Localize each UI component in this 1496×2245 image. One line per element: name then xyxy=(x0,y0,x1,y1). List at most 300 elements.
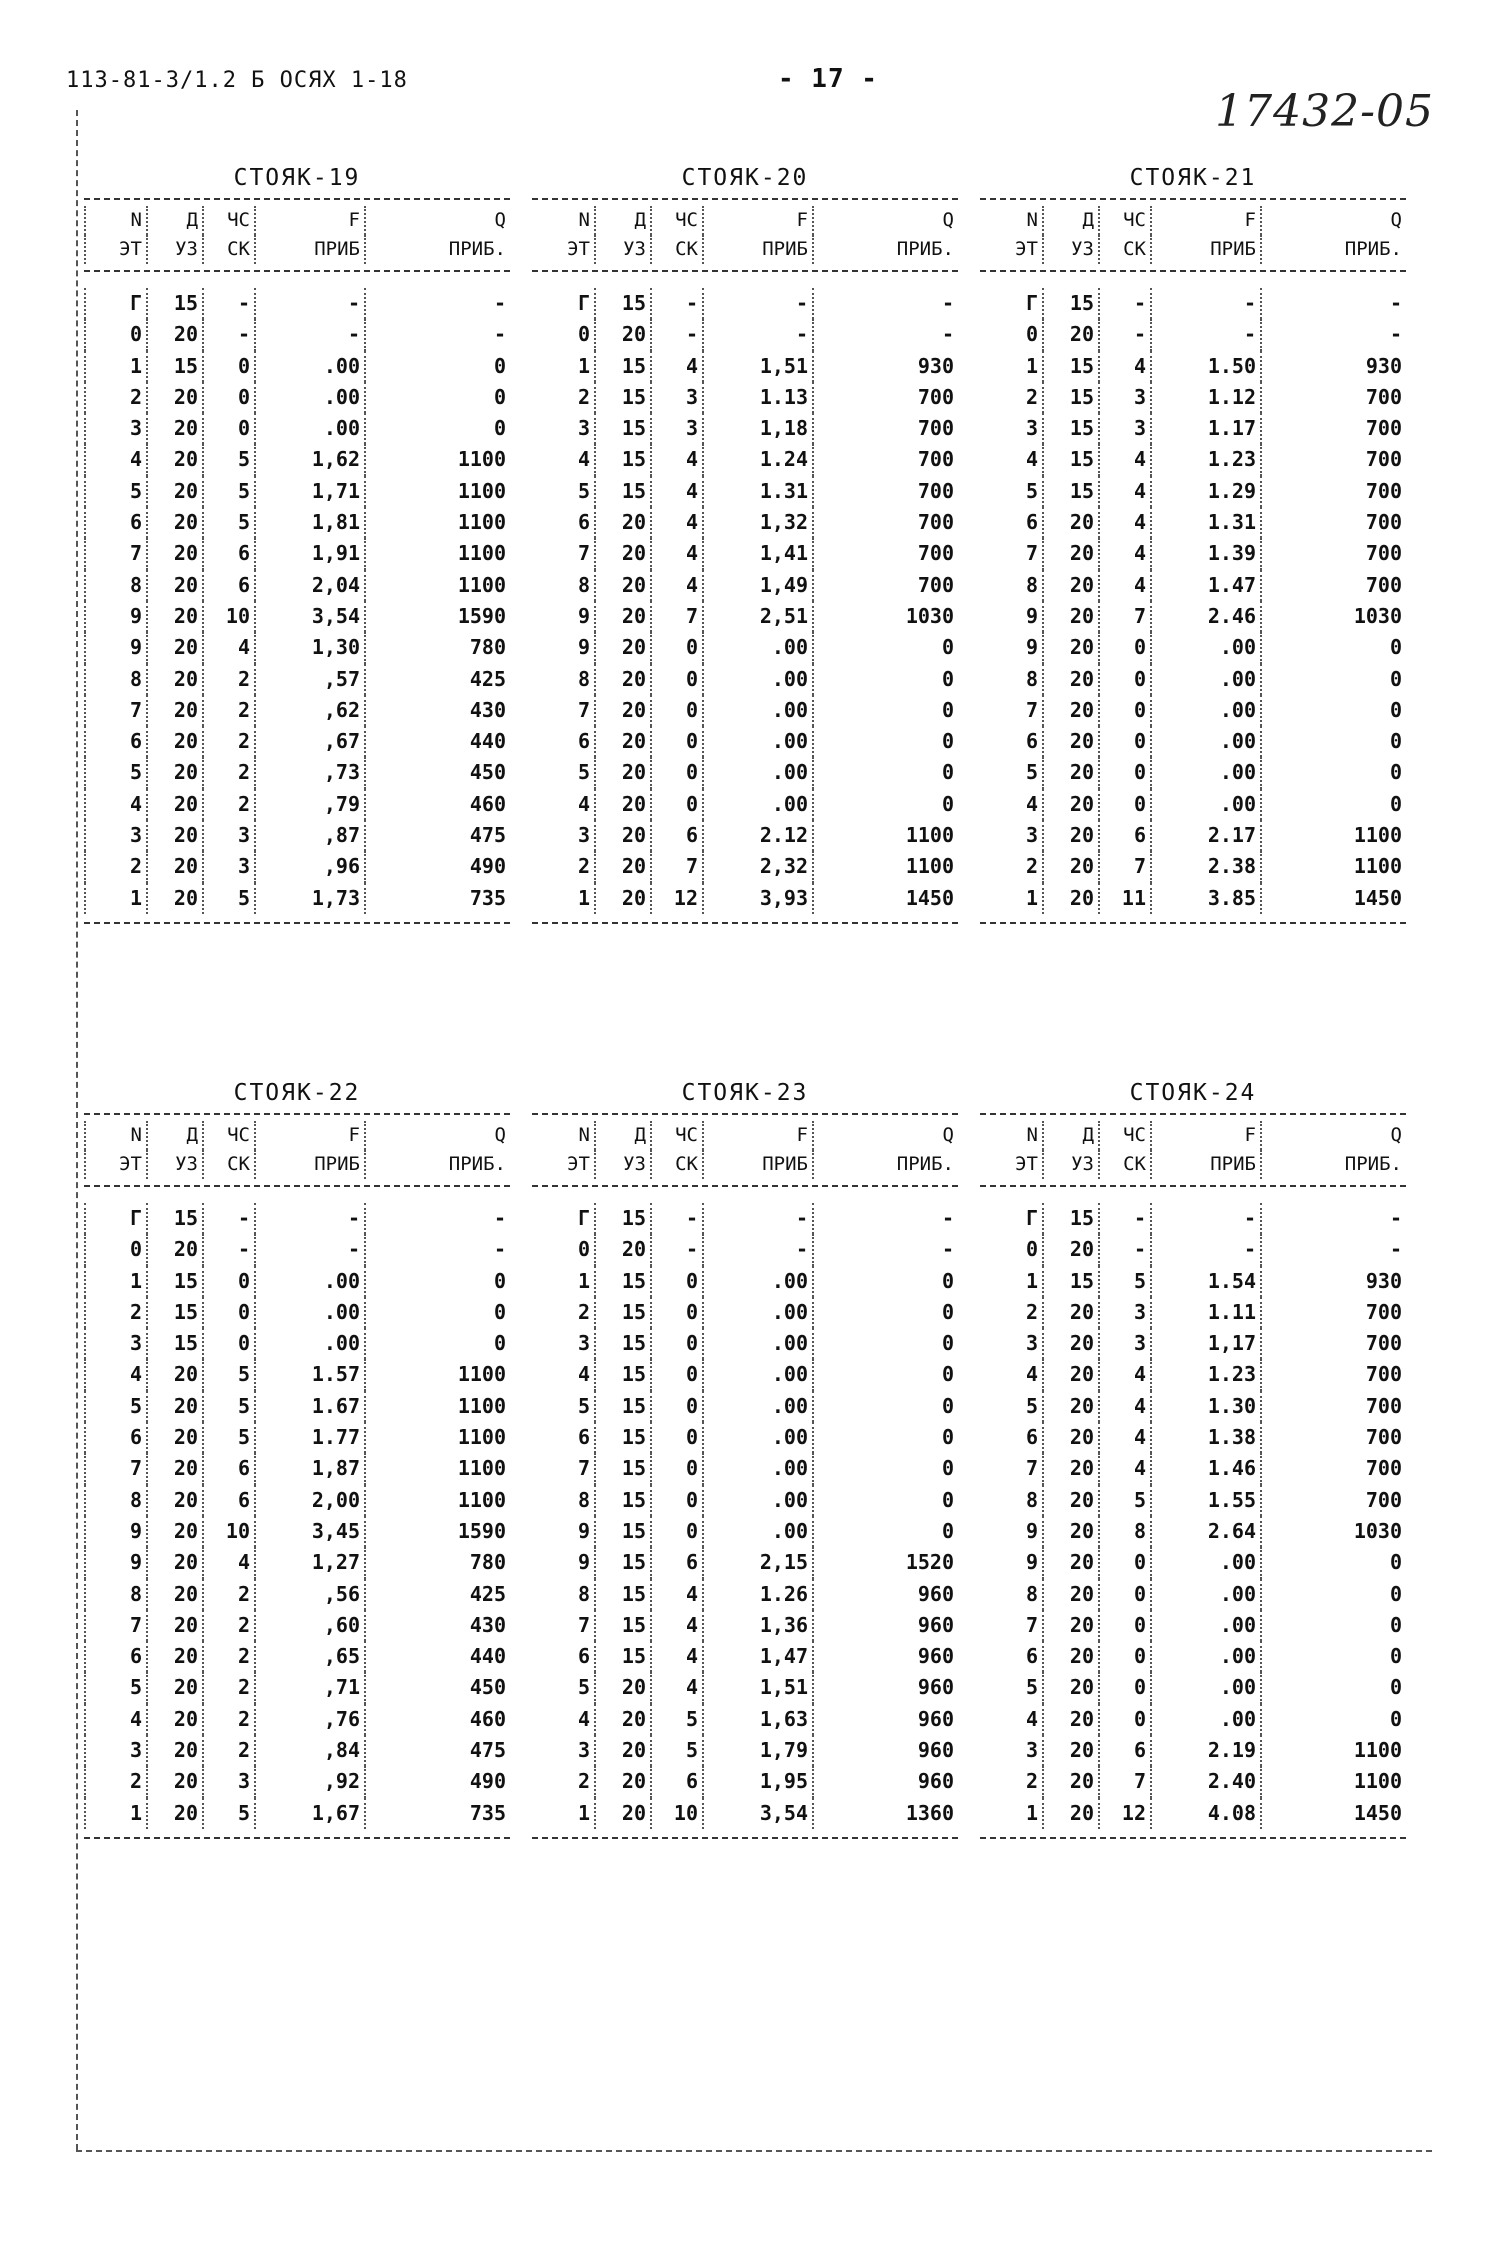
table-cell: 0 xyxy=(941,1331,954,1356)
table-cell: 1.11 xyxy=(1152,1297,1262,1328)
table-row xyxy=(980,1422,1406,1453)
table-cell: 0 xyxy=(1100,1672,1152,1703)
header-cell: ПРИБ xyxy=(1152,235,1262,264)
table-cell: 0 xyxy=(1389,666,1402,691)
table-cell: 1,36 xyxy=(704,1610,814,1641)
table-cell: 4 xyxy=(532,789,596,820)
table-cell: 0 xyxy=(941,1518,954,1543)
table-cell: 3 xyxy=(84,820,148,851)
table-cell: 20 xyxy=(1044,1453,1100,1484)
table-cell: 15 xyxy=(596,1359,652,1390)
table-cell: 20 xyxy=(596,757,652,788)
table-cell: .00 xyxy=(256,1266,366,1297)
table-row xyxy=(980,1391,1406,1422)
table-cell: 20 xyxy=(148,726,204,757)
table-row xyxy=(84,351,510,382)
table-cell: 0 xyxy=(652,1328,704,1359)
table-cell: .00 xyxy=(704,1359,814,1390)
table-cell: .00 xyxy=(704,1328,814,1359)
table-cell: 20 xyxy=(148,664,204,695)
table-cell: 15 xyxy=(596,1641,652,1672)
table-cell: 1,63 xyxy=(704,1704,814,1735)
table-row xyxy=(84,1453,510,1484)
table-cell: 10 xyxy=(204,1516,256,1547)
table-cell: 15 xyxy=(596,413,652,444)
dashed-rule xyxy=(980,1113,1406,1115)
table-cell: 3 xyxy=(1100,1297,1152,1328)
table-cell: 0 xyxy=(652,1485,704,1516)
table-cell: - xyxy=(941,322,954,347)
table-cell: 0 xyxy=(204,1328,256,1359)
table-cell: .00 xyxy=(704,1391,814,1422)
table-row xyxy=(980,820,1406,851)
table-cell: 0 xyxy=(1389,760,1402,785)
table-cell: 2.38 xyxy=(1152,851,1262,882)
table-cell: 2 xyxy=(204,757,256,788)
dashed-rule xyxy=(980,1837,1406,1839)
table-row xyxy=(532,507,958,538)
table-cell: Г xyxy=(532,1203,596,1234)
table-cell: 3 xyxy=(84,1735,148,1766)
table-cell: 3 xyxy=(532,820,596,851)
table-cell: 20 xyxy=(596,1735,652,1766)
table-cell: 1,87 xyxy=(256,1453,366,1484)
table-cell: .00 xyxy=(1152,1704,1262,1735)
table-cell: 7 xyxy=(84,1610,148,1641)
table-cell: 15 xyxy=(596,288,652,319)
table-row xyxy=(84,507,510,538)
table-cell: 15 xyxy=(596,444,652,475)
table-row xyxy=(980,695,1406,726)
table-row xyxy=(84,1735,510,1766)
table-row xyxy=(980,757,1406,788)
table-row xyxy=(980,476,1406,507)
table-cell: 10 xyxy=(204,601,256,632)
table-cell: 1.47 xyxy=(1152,570,1262,601)
table-cell: 1,95 xyxy=(704,1766,814,1797)
table-row xyxy=(532,1328,958,1359)
table-row xyxy=(980,1359,1406,1390)
table-cell: 15 xyxy=(596,1422,652,1453)
dashed-rule xyxy=(84,270,510,272)
table-cell: 20 xyxy=(596,1234,652,1265)
table-cell: 425 xyxy=(469,1581,506,1606)
table-cell: 2 xyxy=(204,726,256,757)
left-margin-rule xyxy=(76,110,78,2150)
table-cell: 440 xyxy=(469,729,506,754)
table-cell: 20 xyxy=(1044,695,1100,726)
header-cell: ЧС xyxy=(652,206,704,235)
dashed-rule xyxy=(84,1185,510,1187)
table-cell: - xyxy=(256,288,366,319)
table-cell: 1 xyxy=(84,1798,148,1829)
table-cell: 2.64 xyxy=(1152,1516,1262,1547)
header-row xyxy=(84,1150,510,1179)
table-cell: 2,04 xyxy=(256,570,366,601)
table-row xyxy=(532,1610,958,1641)
table-row xyxy=(84,1516,510,1547)
table-row xyxy=(532,1453,958,1484)
table-cell: 1 xyxy=(84,1266,148,1297)
table-cell: 1.55 xyxy=(1152,1485,1262,1516)
table-cell: 0 xyxy=(652,789,704,820)
table-cell: 4 xyxy=(1100,476,1152,507)
table-cell: 700 xyxy=(1365,1487,1402,1512)
table-cell: 3 xyxy=(1100,1328,1152,1359)
table-cell: 0 xyxy=(493,416,506,441)
table-cell: Г xyxy=(980,288,1044,319)
table-row xyxy=(84,1579,510,1610)
table-cell: 9 xyxy=(532,1516,596,1547)
table-cell: 1100 xyxy=(457,541,506,566)
table-cell: - xyxy=(493,1206,506,1230)
table-cell: 5 xyxy=(532,476,596,507)
table-cell: 20 xyxy=(1044,1297,1100,1328)
header-cell: ПРИБ. xyxy=(896,1153,954,1175)
table-group-1 xyxy=(84,160,1404,926)
table-cell: 1100 xyxy=(457,1425,506,1450)
table-cell: 0 xyxy=(941,1393,954,1418)
header-cell: СК xyxy=(652,235,704,264)
table-cell: 8 xyxy=(980,1579,1044,1610)
table-cell: 4 xyxy=(652,476,704,507)
table-cell: 0 xyxy=(204,413,256,444)
table-cell: 6 xyxy=(84,1422,148,1453)
table-cell: 4 xyxy=(652,444,704,475)
table-cell: ,79 xyxy=(256,789,366,820)
header-row xyxy=(980,1150,1406,1179)
table-cell: 20 xyxy=(596,1704,652,1735)
table-cell: .00 xyxy=(704,757,814,788)
table-cell: - xyxy=(941,1206,954,1230)
table-cell: 6 xyxy=(84,726,148,757)
table-cell: 700 xyxy=(1365,1393,1402,1418)
table-cell: 20 xyxy=(1044,1766,1100,1797)
table-cell: 7 xyxy=(84,695,148,726)
table-cell: 6 xyxy=(980,726,1044,757)
table-cell: 0 xyxy=(493,1299,506,1324)
table-row xyxy=(980,319,1406,350)
table-row xyxy=(84,1234,510,1265)
table-row xyxy=(84,1798,510,1829)
table-cell: 20 xyxy=(596,883,652,914)
table-cell: 5 xyxy=(204,476,256,507)
bottom-rule xyxy=(76,2150,1432,2152)
table-cell: 1.29 xyxy=(1152,476,1262,507)
table-cell: 2 xyxy=(980,382,1044,413)
table-cell: 15 xyxy=(1044,1203,1100,1234)
tables-row xyxy=(84,1075,1404,1841)
table-cell: 0 xyxy=(941,1487,954,1512)
header-cell: N xyxy=(980,1121,1044,1150)
table-row xyxy=(532,1735,958,1766)
table-cell: 490 xyxy=(469,1769,506,1794)
table-cell: 1100 xyxy=(905,823,954,848)
table-cell: 15 xyxy=(1044,413,1100,444)
header-cell: ПРИБ xyxy=(1152,1150,1262,1179)
table-cell: 1100 xyxy=(457,1362,506,1387)
table-cell: 0 xyxy=(1100,664,1152,695)
table-cell: 20 xyxy=(596,1672,652,1703)
table-cell: 4 xyxy=(1100,351,1152,382)
table-row xyxy=(84,695,510,726)
table-cell: 700 xyxy=(917,416,954,441)
table-cell: 0 xyxy=(1100,632,1152,663)
table-row xyxy=(84,1672,510,1703)
table-cell: 15 xyxy=(596,1391,652,1422)
table-cell: 4 xyxy=(532,444,596,475)
table-cell: 20 xyxy=(148,757,204,788)
table-cell: 1 xyxy=(532,351,596,382)
table-cell: 8 xyxy=(1100,1516,1152,1547)
table-cell: 3 xyxy=(204,820,256,851)
table-cell: 1.67 xyxy=(256,1391,366,1422)
table-cell: 0 xyxy=(652,1359,704,1390)
dashed-rule xyxy=(532,1185,958,1187)
table-cell: 20 xyxy=(1044,664,1100,695)
table-row xyxy=(980,538,1406,569)
tables-row xyxy=(84,160,1404,926)
header-cell: СК xyxy=(204,1150,256,1179)
table-row xyxy=(84,1610,510,1641)
table-cell: 5 xyxy=(1100,1266,1152,1297)
table-cell: 20 xyxy=(148,1547,204,1578)
table-cell: 2 xyxy=(84,382,148,413)
table-cell: 8 xyxy=(532,664,596,695)
table-cell: 7 xyxy=(1100,1766,1152,1797)
table-cell: 20 xyxy=(148,1485,204,1516)
document-code: 113-81-3/1.2 Б ОСЯХ 1-18 xyxy=(66,68,408,93)
table-cell: 20 xyxy=(148,1422,204,1453)
table-cell: - xyxy=(704,319,814,350)
table-cell: 8 xyxy=(980,1485,1044,1516)
header-cell: ПРИБ xyxy=(704,235,814,264)
table-cell: .00 xyxy=(1152,632,1262,663)
header-cell: УЗ xyxy=(1044,1150,1100,1179)
table-cell: 1,18 xyxy=(704,413,814,444)
table-cell: 5 xyxy=(204,507,256,538)
table-cell: 1100 xyxy=(457,447,506,472)
table-cell: 15 xyxy=(1044,1266,1100,1297)
table-row xyxy=(980,570,1406,601)
stoyak-table xyxy=(532,1075,958,1841)
table-cell: 0 xyxy=(1100,1641,1152,1672)
table-cell: 5 xyxy=(980,1391,1044,1422)
table-cell: 9 xyxy=(532,601,596,632)
dashed-rule xyxy=(980,922,1406,924)
table-cell: 12 xyxy=(652,883,704,914)
header-cell: F xyxy=(256,1121,366,1150)
table-row xyxy=(532,851,958,882)
table-cell: - xyxy=(1152,288,1262,319)
table-cell: - xyxy=(1100,1234,1152,1265)
table-cell: 1030 xyxy=(1353,603,1402,628)
table-cell: 0 xyxy=(84,1234,148,1265)
header-cell: ЭТ xyxy=(980,235,1044,264)
table-row xyxy=(980,1485,1406,1516)
table-row xyxy=(980,1672,1406,1703)
table-cell: 10 xyxy=(652,1798,704,1829)
table-cell: 4 xyxy=(204,1547,256,1578)
table-cell: 8 xyxy=(532,1485,596,1516)
table-row xyxy=(532,476,958,507)
table-cell: 3 xyxy=(84,413,148,444)
table-cell: - xyxy=(256,1234,366,1265)
table-cell: ,73 xyxy=(256,757,366,788)
table-row xyxy=(84,1704,510,1735)
table-cell: .00 xyxy=(704,1266,814,1297)
table-cell: - xyxy=(704,1234,814,1265)
table-cell: 1.23 xyxy=(1152,444,1262,475)
table-row xyxy=(980,288,1406,319)
table-cell: 1100 xyxy=(457,1456,506,1481)
table-cell: 15 xyxy=(596,1328,652,1359)
table-cell: 5 xyxy=(652,1704,704,1735)
table-group-2 xyxy=(84,1075,1404,1841)
table-cell: 1 xyxy=(532,1266,596,1297)
stoyak-title: СТОЯК-20 xyxy=(681,165,809,191)
header-cell: УЗ xyxy=(148,1150,204,1179)
table-cell: 20 xyxy=(1044,726,1100,757)
table-cell: 8 xyxy=(84,664,148,695)
table-cell: 1 xyxy=(532,1798,596,1829)
header-cell: УЗ xyxy=(596,235,652,264)
table-cell: 15 xyxy=(1044,444,1100,475)
table-cell: 475 xyxy=(469,1738,506,1763)
header-cell: СК xyxy=(1100,1150,1152,1179)
table-body xyxy=(532,274,958,920)
header-cell: ЧС xyxy=(204,1121,256,1150)
table-cell: 6 xyxy=(84,507,148,538)
table-cell: 1450 xyxy=(905,885,954,910)
table-row xyxy=(84,444,510,475)
table-cell: 1,73 xyxy=(256,883,366,914)
table-cell: 12 xyxy=(1100,1798,1152,1829)
table-cell: 8 xyxy=(84,570,148,601)
table-cell: - xyxy=(204,1234,256,1265)
table-cell: 700 xyxy=(1365,510,1402,535)
table-cell: 20 xyxy=(1044,1579,1100,1610)
stoyak-title: СТОЯК-23 xyxy=(681,1080,809,1106)
table-cell: 4 xyxy=(980,444,1044,475)
table-cell: 20 xyxy=(148,883,204,914)
table-cell: 2.40 xyxy=(1152,1766,1262,1797)
table-row xyxy=(84,1266,510,1297)
stoyak-table xyxy=(84,1075,510,1841)
table-cell: 735 xyxy=(469,1800,506,1825)
header-cell: N xyxy=(84,206,148,235)
table-cell: 9 xyxy=(84,632,148,663)
table-row xyxy=(980,507,1406,538)
table-cell: 5 xyxy=(204,1422,256,1453)
table-cell: 7 xyxy=(532,1453,596,1484)
header-cell: ЧС xyxy=(204,206,256,235)
table-cell: 1,51 xyxy=(704,1672,814,1703)
table-cell: 2,32 xyxy=(704,851,814,882)
table-cell: 20 xyxy=(148,1234,204,1265)
table-cell: 20 xyxy=(148,789,204,820)
stoyak-table xyxy=(980,160,1406,926)
table-cell: 20 xyxy=(148,476,204,507)
table-cell: 0 xyxy=(941,635,954,660)
table-cell: 700 xyxy=(1365,572,1402,597)
table-cell: 9 xyxy=(532,1547,596,1578)
table-cell: 4.08 xyxy=(1152,1798,1262,1829)
table-cell: 0 xyxy=(941,697,954,722)
table-cell: .00 xyxy=(704,1453,814,1484)
table-cell: 2.17 xyxy=(1152,820,1262,851)
table-cell: 15 xyxy=(1044,382,1100,413)
table-cell: 0 xyxy=(941,1425,954,1450)
table-cell: 0 xyxy=(204,382,256,413)
table-cell: - xyxy=(1100,319,1152,350)
table-cell: 1.31 xyxy=(704,476,814,507)
column-header xyxy=(532,202,958,268)
table-row xyxy=(980,1203,1406,1234)
table-cell: 1.31 xyxy=(1152,507,1262,538)
table-cell: 1590 xyxy=(457,603,506,628)
table-cell: - xyxy=(1152,1203,1262,1234)
table-cell: 1.39 xyxy=(1152,538,1262,569)
table-cell: 4 xyxy=(652,351,704,382)
table-row xyxy=(532,1516,958,1547)
table-cell: 1.54 xyxy=(1152,1266,1262,1297)
table-cell: 20 xyxy=(596,1798,652,1829)
table-cell: 960 xyxy=(917,1644,954,1669)
table-cell: - xyxy=(704,1203,814,1234)
table-cell: 1.12 xyxy=(1152,382,1262,413)
table-cell: 20 xyxy=(596,820,652,851)
header-cell: Q xyxy=(494,1124,506,1146)
table-cell: 1,51 xyxy=(704,351,814,382)
table-cell: 0 xyxy=(941,1456,954,1481)
table-cell: 9 xyxy=(980,1516,1044,1547)
dashed-rule xyxy=(532,198,958,200)
table-cell: 450 xyxy=(469,760,506,785)
table-row xyxy=(532,1359,958,1390)
table-cell: ,84 xyxy=(256,1735,366,1766)
table-cell: - xyxy=(204,319,256,350)
table-cell: 6 xyxy=(532,1422,596,1453)
table-cell: 1,81 xyxy=(256,507,366,538)
dashed-rule xyxy=(980,270,1406,272)
header-cell: УЗ xyxy=(148,235,204,264)
dashed-rule xyxy=(980,1185,1406,1187)
table-cell: - xyxy=(652,288,704,319)
table-cell: 1100 xyxy=(1353,1769,1402,1794)
dashed-rule xyxy=(532,270,958,272)
table-cell: 700 xyxy=(917,572,954,597)
table-row xyxy=(532,1547,958,1578)
table-cell: 0 xyxy=(941,791,954,816)
table-cell: .00 xyxy=(704,1297,814,1328)
table-cell: 15 xyxy=(596,476,652,507)
table-cell: 20 xyxy=(596,1766,652,1797)
table-cell: 700 xyxy=(1365,416,1402,441)
table-cell: ,60 xyxy=(256,1610,366,1641)
table-row xyxy=(84,820,510,851)
table-cell: 20 xyxy=(1044,1485,1100,1516)
table-cell: 0 xyxy=(204,1266,256,1297)
table-cell: 1,49 xyxy=(704,570,814,601)
table-cell: 20 xyxy=(148,1391,204,1422)
table-cell: 15 xyxy=(148,1297,204,1328)
table-cell: 1 xyxy=(532,883,596,914)
table-cell: 20 xyxy=(1044,1359,1100,1390)
table-cell: .00 xyxy=(704,1485,814,1516)
table-cell: 7 xyxy=(652,851,704,882)
table-cell: 20 xyxy=(1044,538,1100,569)
